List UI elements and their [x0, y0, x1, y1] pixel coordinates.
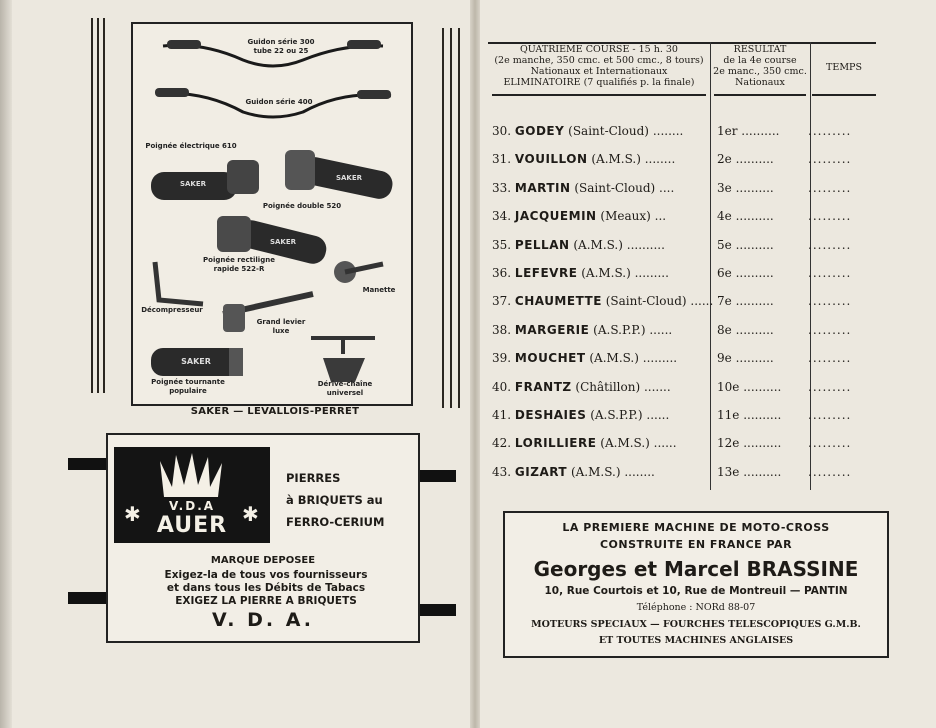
- rider-name: LORILLIERE: [514, 436, 597, 451]
- place-value: 11e: [717, 408, 740, 422]
- brassine-line-2: CONSTRUITE EN FRANCE PAR: [599, 538, 793, 551]
- derive-chaine-label: Dérive-chaîne universel: [317, 380, 373, 397]
- result-place: [717, 266, 774, 280]
- book-spine: [470, 0, 480, 728]
- book-edge: [0, 0, 12, 728]
- result-dots: ..........: [731, 152, 774, 167]
- result-place: [717, 294, 774, 308]
- vda-logo-bottom: AUER: [156, 513, 228, 538]
- place-value: 12e: [717, 436, 740, 451]
- table-header-course: QUATRIEME COURSE - 15 h. 30 (2e manche, 350 cmc. et 500 cmc., 8 tours) Nationaux et Internationaux ELIMINATOIRE (7 qualifiés p. la finale): [494, 44, 704, 88]
- poignee-rectiligne-label: Poignée rectiligne rapide 522-R: [203, 256, 275, 273]
- rider-number: 43.: [492, 464, 512, 479]
- place-value: 3e: [717, 180, 732, 195]
- result-dots: ..........: [731, 351, 774, 366]
- rider-entry: [492, 181, 674, 195]
- result-dots: ..........: [731, 237, 774, 252]
- rule-right-3: [458, 28, 460, 408]
- result-place: [717, 380, 781, 394]
- leader-dots: .........: [630, 266, 669, 280]
- brassine-line-5: Téléphone : NORd 88-07: [636, 602, 756, 613]
- brassine-line-7: ET TOUTES MACHINES ANGLAISES: [598, 635, 794, 646]
- vda-footer: V. D. A.: [212, 609, 314, 631]
- table-header-rule-2: [714, 94, 806, 96]
- table-row: [488, 292, 888, 312]
- place-value: 9e: [717, 351, 732, 366]
- guidon-400-label: Guidon série 400: [245, 98, 313, 106]
- result-place: [717, 436, 781, 450]
- rider-entry: [492, 323, 672, 337]
- time-dots: .........: [808, 351, 852, 366]
- time-dots: .........: [808, 379, 852, 394]
- grand-levier-label: Grand levier luxe: [256, 318, 306, 335]
- vda-side-line-2: à BRIQUETS au: [286, 493, 383, 507]
- result-dots: ..........: [739, 464, 782, 479]
- table-row: [488, 349, 888, 369]
- time-dots: .........: [808, 180, 852, 195]
- table-row: [488, 207, 888, 227]
- result-dots: ..........: [731, 180, 774, 195]
- poignee-double-label: Poignée double 520: [262, 202, 342, 210]
- rider-club: (Saint-Cloud): [574, 180, 656, 195]
- vda-logo-top: V.D.A: [168, 499, 216, 513]
- rider-name: CHAUMETTE: [514, 294, 602, 309]
- rider-number: 38.: [492, 322, 512, 337]
- brassine-advertisement: [503, 511, 889, 658]
- vda-auer-logo: [114, 447, 270, 543]
- poignee-electrique-label: Poignée électrique 610: [145, 142, 237, 150]
- saker-advertisement: [131, 22, 413, 406]
- star-left-icon: ✱: [124, 502, 141, 526]
- result-place: [717, 323, 774, 337]
- time-dots: .........: [808, 322, 852, 337]
- leader-dots: ........: [649, 124, 684, 138]
- rider-entry: [492, 465, 655, 479]
- table-row: [488, 264, 888, 284]
- rider-club: (A.M.S.): [573, 237, 623, 252]
- table-row: [488, 378, 888, 398]
- time-dots: .........: [808, 124, 852, 138]
- rider-number: 37.: [492, 294, 512, 309]
- rider-name: PELLAN: [514, 237, 570, 252]
- rider-entry: [492, 380, 671, 394]
- rule-right-2: [450, 28, 452, 408]
- vda-body-line-2: et dans tous les Débits de Tabacs: [166, 582, 366, 594]
- result-place: [717, 209, 774, 223]
- table-row: [488, 122, 888, 142]
- rider-entry: [492, 294, 713, 308]
- result-place: [717, 351, 774, 365]
- poignee-tournante-label: Poignée tournante populaire: [151, 378, 225, 395]
- table-row: [488, 463, 888, 483]
- saker-caption: SAKER — LEVALLOIS-PERRET: [190, 406, 360, 417]
- rider-number: 39.: [492, 351, 512, 366]
- place-value: 5e: [717, 237, 732, 252]
- vda-side-line-3: FERRO-CERIUM: [286, 515, 385, 529]
- time-dots: .........: [808, 152, 852, 167]
- brassine-line-6: MOTEURS SPECIAUX — FOURCHES TELESCOPIQUES G.M.B.: [531, 619, 861, 630]
- place-value: 8e: [717, 322, 732, 337]
- place-value: 6e: [717, 266, 732, 280]
- leader-dots: ......: [649, 436, 677, 451]
- time-dots: .........: [808, 436, 852, 451]
- grip-brand-2: SAKER: [335, 174, 363, 182]
- rider-club: (A.S.P.P.): [593, 322, 646, 337]
- time-dots: .........: [808, 237, 852, 252]
- rider-entry: [492, 124, 683, 138]
- place-value: 7e: [717, 294, 732, 309]
- vda-bar-right-bottom: [414, 604, 456, 616]
- leader-dots: ......: [642, 408, 670, 422]
- leader-dots: ......: [686, 294, 714, 309]
- rider-number: 30.: [492, 124, 512, 138]
- rider-entry: [492, 238, 665, 252]
- table-row: [488, 179, 888, 199]
- place-value: 13e: [717, 464, 740, 479]
- result-place: [717, 465, 781, 479]
- rider-number: 33.: [492, 180, 512, 195]
- vda-body-line-3: EXIGEZ LA PIERRE A BRIQUETS: [175, 595, 357, 607]
- rider-number: 42.: [492, 436, 512, 451]
- rider-entry: [492, 351, 677, 365]
- vda-bar-left-bottom: [68, 592, 108, 604]
- rider-club: (Saint-Cloud): [568, 124, 649, 138]
- result-place: [717, 152, 774, 166]
- vda-body-line-1: Exigez-la de tous vos fournisseurs: [164, 569, 368, 581]
- rider-name: MOUCHET: [514, 351, 586, 366]
- result-place: [717, 408, 781, 422]
- place-value: 10e: [717, 379, 740, 394]
- result-dots: ..........: [731, 266, 774, 280]
- rider-club: (Saint-Cloud): [605, 294, 687, 309]
- rider-club: (Châtillon): [575, 379, 641, 394]
- rider-entry: [492, 266, 669, 280]
- rider-name: GODEY: [514, 124, 565, 138]
- leader-dots: .........: [638, 351, 678, 366]
- rider-name: VOUILLON: [514, 152, 588, 167]
- result-place: [717, 181, 774, 195]
- leader-dots: ......: [645, 322, 673, 337]
- result-place: [717, 238, 774, 252]
- leader-dots: ........: [620, 464, 655, 479]
- leader-dots: .......: [640, 379, 671, 394]
- rider-number: 35.: [492, 237, 512, 252]
- time-dots: .........: [808, 408, 852, 422]
- table-header-temps: TEMPS: [826, 62, 862, 73]
- grip-brand-3: SAKER: [269, 238, 297, 246]
- rider-name: LEFEVRE: [514, 266, 578, 280]
- vda-bar-right-top: [414, 470, 456, 482]
- result-dots: ..........: [731, 322, 774, 337]
- time-dots: .........: [808, 294, 852, 309]
- rider-club: (A.M.S.): [589, 351, 639, 366]
- leader-dots: ....: [655, 180, 675, 195]
- rider-number: 41.: [492, 408, 512, 422]
- table-header-rule-1: [492, 94, 706, 96]
- grip-brand-4: SAKER: [181, 357, 211, 366]
- rule-left-2: [97, 18, 99, 393]
- result-dots: ..........: [731, 209, 774, 224]
- rider-club: (A.M.S.): [581, 266, 631, 280]
- table-row: [488, 236, 888, 256]
- rule-left-1: [91, 18, 93, 393]
- vda-marque: MARQUE DEPOSEE: [210, 555, 316, 566]
- table-row: [488, 321, 888, 341]
- result-dots: ..........: [739, 379, 782, 394]
- vda-bar-left-top: [68, 458, 108, 470]
- rider-club: (A.M.S.): [570, 464, 621, 479]
- rider-number: 36.: [492, 266, 512, 280]
- manette-label: Manette: [362, 286, 396, 294]
- result-dots: ..........: [731, 294, 774, 309]
- rider-number: 34.: [492, 209, 512, 224]
- rider-entry: [492, 436, 677, 450]
- rider-name: DESHAIES: [514, 408, 587, 422]
- rider-club: (A.M.S.): [591, 152, 641, 167]
- table-header-resultat: RESULTAT de la 4e course 2e manc., 350 cmc. Nationaux: [713, 44, 807, 88]
- rider-number: 40.: [492, 379, 512, 394]
- table-row: [488, 434, 888, 454]
- rule-left-3: [103, 18, 105, 393]
- result-place: [717, 124, 779, 138]
- rider-club: (A.S.P.P.): [590, 408, 643, 422]
- vda-auer-advertisement: [106, 433, 420, 643]
- vda-body: [126, 569, 406, 608]
- rule-right-1: [442, 28, 444, 408]
- place-value: 2e: [717, 152, 732, 167]
- brassine-line-4: 10, Rue Courtois et 10, Rue de Montreuil — PANTIN: [544, 585, 848, 597]
- rider-entry: [492, 408, 669, 422]
- rider-entry: [492, 152, 675, 166]
- leader-dots: ..........: [622, 237, 665, 252]
- rider-name: FRANTZ: [514, 379, 572, 394]
- star-right-icon: ✱: [242, 502, 259, 526]
- rider-number: 31.: [492, 152, 512, 167]
- vda-side-line-1: PIERRES: [286, 471, 341, 485]
- place-value: 1er: [717, 124, 738, 138]
- time-dots: .........: [808, 266, 852, 280]
- guidon-300-label: Guidon série 300 tube 22 ou 25: [247, 38, 315, 55]
- time-dots: .........: [808, 209, 852, 224]
- result-dots: ..........: [739, 408, 782, 422]
- table-row: [488, 150, 888, 170]
- rider-name: JACQUEMIN: [514, 209, 597, 224]
- result-dots: ..........: [739, 436, 782, 451]
- decompresseur-label: Décompresseur: [141, 306, 203, 314]
- rider-name: GIZART: [514, 464, 568, 479]
- grip-brand-1: SAKER: [179, 180, 207, 188]
- rider-club: (Meaux): [600, 209, 651, 224]
- rider-name: MARGERIE: [514, 322, 590, 337]
- saker-parts-illustration: [133, 24, 411, 404]
- leader-dots: ........: [640, 152, 676, 167]
- rider-name: MARTIN: [514, 180, 571, 195]
- place-value: 4e: [717, 209, 732, 224]
- brassine-line-1: LA PREMIERE MACHINE DE MOTO-CROSS: [562, 521, 830, 534]
- brassine-line-3: Georges et Marcel BRASSINE: [533, 557, 859, 581]
- result-dots: ..........: [737, 124, 780, 138]
- table-row: [488, 406, 888, 426]
- time-dots: .........: [808, 464, 852, 479]
- leader-dots: ...: [650, 209, 667, 224]
- rider-club: (A.M.S.): [600, 436, 650, 451]
- table-header-rule-3: [812, 94, 876, 96]
- rider-entry: [492, 209, 666, 223]
